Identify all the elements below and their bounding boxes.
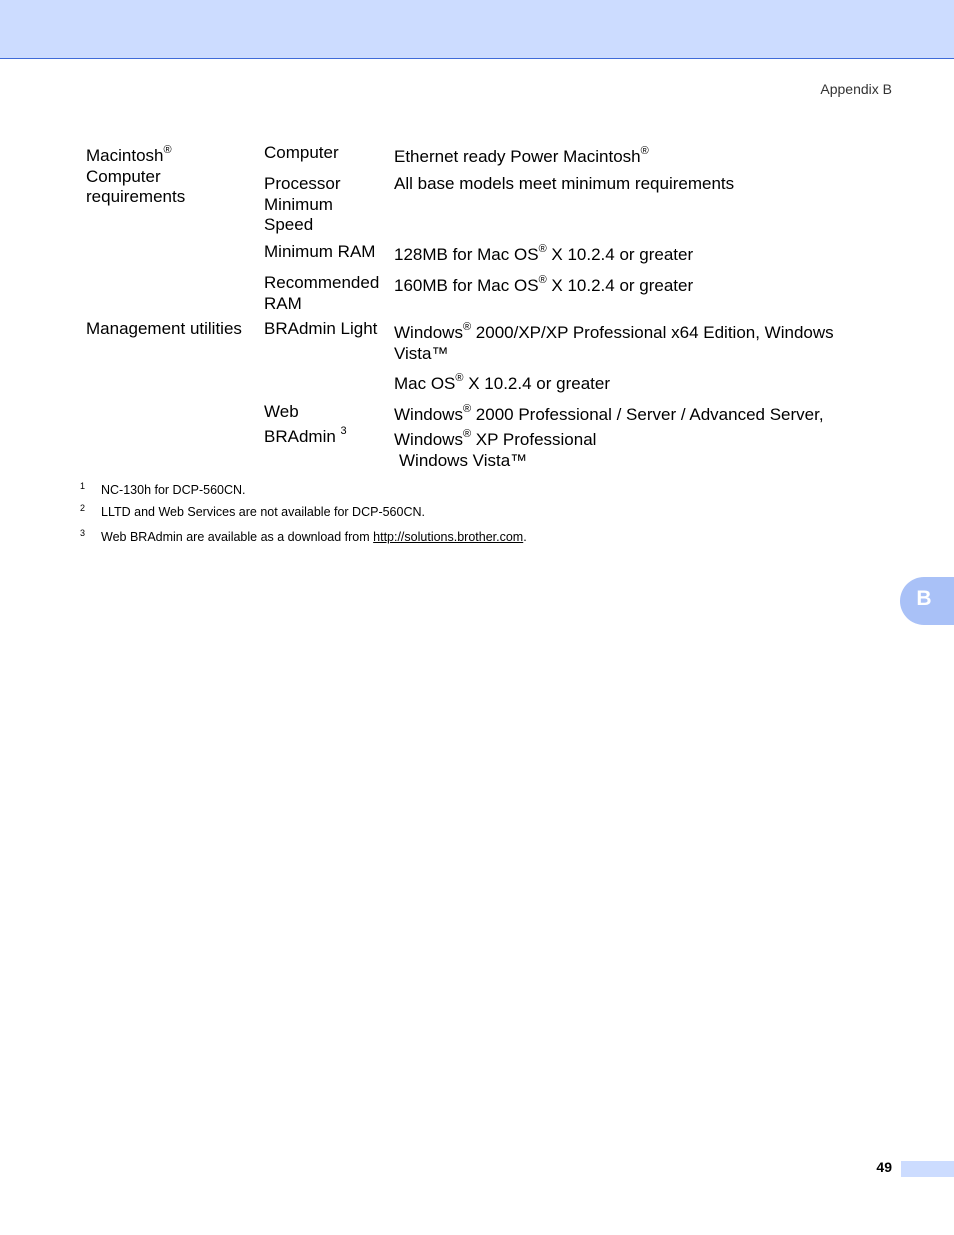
header-band <box>0 0 954 59</box>
processor-label-line1: Processor <box>264 174 341 193</box>
web-bradmin-line1-pre: Windows <box>394 405 463 424</box>
web-bradmin-label-line2: BRAdmin <box>264 426 336 446</box>
minimum-ram-value <box>394 245 693 266</box>
computer-value <box>394 147 649 168</box>
macintosh-label-line3: requirements <box>86 187 186 206</box>
footnote-2-number: 2 <box>80 503 86 513</box>
web-bradmin-line2-pre: Windows <box>394 430 463 449</box>
web-bradmin-label <box>264 402 347 446</box>
computer-label: Computer <box>264 143 339 162</box>
page-number: 49 <box>876 1159 892 1175</box>
bradmin-light-mac-post: X 10.2.4 or greater <box>463 374 610 393</box>
recommended-ram-label-line1: Recommended <box>264 273 380 292</box>
minimum-ram-label: Minimum RAM <box>264 242 376 261</box>
macintosh-requirements-label <box>86 146 185 208</box>
processor-label-line2: Minimum <box>264 194 333 214</box>
minimum-ram-value-post: X 10.2.4 or greater <box>546 245 694 264</box>
management-utilities-label: Management utilities <box>86 319 242 338</box>
registered-mark: ® <box>462 321 472 334</box>
computer-value-text: Ethernet ready Power Macintosh <box>394 147 641 166</box>
bradmin-light-label: BRAdmin Light <box>264 319 378 338</box>
recommended-ram-value <box>394 276 693 297</box>
processor-speed-value: All base models meet minimum requirements <box>394 174 735 193</box>
web-bradmin-label-line1: Web <box>264 402 299 421</box>
solutions-brother-link[interactable]: http://solutions.brother.com <box>373 530 524 544</box>
footnote-1-number: 1 <box>80 481 86 491</box>
web-bradmin-line1-post: 2000 Professional / Server / Advanced Server, <box>471 405 824 424</box>
footnote-3-text-pre: Web BRAdmin are available as a download from <box>101 530 374 544</box>
footnote-1-text: NC-130h for DCP-560CN. <box>101 483 246 497</box>
minimum-ram-value-pre: 128MB for Mac OS <box>394 245 539 264</box>
registered-mark: ® <box>538 274 547 287</box>
processor-speed-label <box>264 174 341 236</box>
footer-bar <box>901 1161 954 1177</box>
footnote-3-text-post: . <box>523 530 527 544</box>
registered-mark: ® <box>462 403 472 416</box>
bradmin-light-windows-post: 2000/XP/XP Professional x64 Edition, Windows <box>471 323 834 342</box>
web-bradmin-value-line2 <box>394 430 596 451</box>
footnote-ref-3[interactable]: 3 <box>340 424 347 437</box>
recommended-ram-value-post: X 10.2.4 or greater <box>546 276 694 295</box>
recommended-ram-label-line2: RAM <box>264 293 302 313</box>
appendix-side-tab <box>900 577 954 625</box>
macintosh-label-line2: Computer <box>86 166 161 186</box>
web-bradmin-line2-post: XP Professional <box>471 430 597 449</box>
recommended-ram-value-pre: 160MB for Mac OS <box>394 276 539 295</box>
bradmin-light-windows-value <box>394 323 834 364</box>
bradmin-light-windows-pre: Windows <box>394 323 463 342</box>
footnote-2-text: LLTD and Web Services are not available for DCP-560CN. <box>101 505 425 519</box>
registered-mark: ® <box>163 144 172 157</box>
footnote-3-text <box>101 529 527 545</box>
bradmin-light-mac-value <box>394 374 610 395</box>
web-bradmin-value-line1 <box>394 405 824 426</box>
processor-label-line3: Speed <box>264 215 314 234</box>
appendix-tab-letter: B <box>916 587 932 610</box>
registered-mark: ® <box>462 428 472 441</box>
bradmin-light-mac-pre: Mac OS <box>394 374 456 393</box>
running-title: Appendix B <box>820 81 892 97</box>
macintosh-label-line1: Macintosh <box>86 146 164 165</box>
bradmin-light-windows-line2: Vista™ <box>394 343 449 363</box>
web-bradmin-value-line3: Windows Vista™ <box>399 451 528 470</box>
recommended-ram-label <box>264 273 379 314</box>
footnote-3-number: 3 <box>80 528 86 538</box>
registered-mark: ® <box>538 243 547 256</box>
registered-mark: ® <box>640 145 649 158</box>
registered-mark: ® <box>455 372 464 385</box>
